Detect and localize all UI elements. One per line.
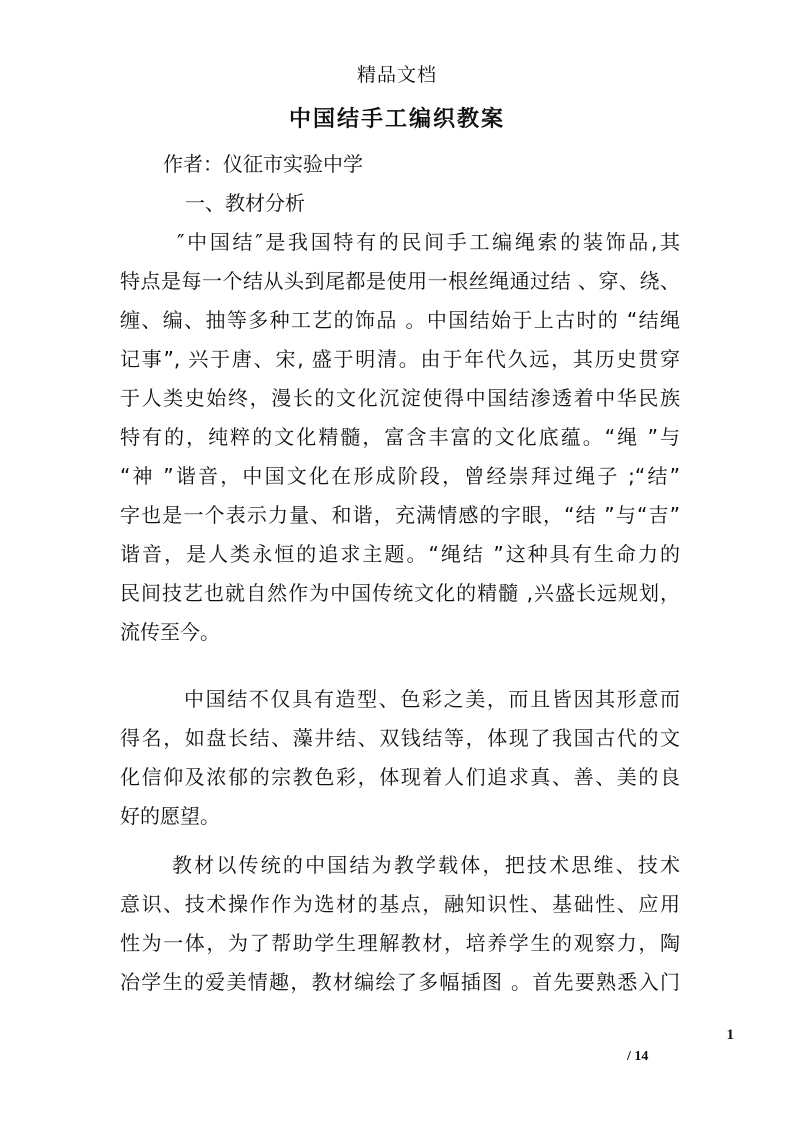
text-line: 字也是一个表示力量、和谐，充满情感的字眼，“结 ”与“吉” [120, 503, 680, 527]
text-line: 民间技艺也就自然作为中国传统文化的精髓 ,兴盛长远规划， [120, 581, 680, 605]
text-line: 特有的，纯粹的文化精髓，富含丰富的文化底蕴。“绳 ”与 [120, 425, 680, 449]
text-line: 教材以传统的中国结为教学载体，把技术思维、技术 [172, 853, 680, 877]
text-line: 性为一体，为了帮助学生理解教材，培养学生的观察力，陶 [120, 931, 680, 955]
text-line: 得名，如盘长结、藻井结、双钱结等，体现了我国古代的文 [120, 726, 680, 750]
section-heading: 一、教材分析 [185, 191, 305, 215]
paragraph-3 [120, 853, 680, 1009]
text-line: 流传至今。 [120, 620, 220, 644]
text-line: 于人类史始终，漫长的文化沉淀使得中国结渗透着中华民族 [120, 386, 680, 410]
page-total: / 14 [627, 1049, 649, 1064]
text-line: 中国结不仅具有造型、色彩之美，而且皆因其形意而 [184, 687, 680, 711]
author-line: 作者：仪征市实验中学 [163, 152, 363, 176]
text-line: ″中国结″是我国特有的民间手工编绳索的装饰品,其 [177, 230, 680, 254]
text-line: 缠、编、抽等多种工艺的饰品 。中国结始于上古时的 “结绳 [120, 308, 680, 332]
text-line: 化信仰及浓郁的宗教色彩，体现着人们追求真、善、美的良 [120, 765, 680, 789]
paragraph-1 [120, 230, 680, 659]
paragraph-2 [120, 687, 680, 843]
text-line: 记事”, 兴于唐、宋, 盛于明清。由于年代久远，其历史贯穿 [120, 347, 680, 371]
document-title: 中国结手工编织教案 [288, 106, 505, 132]
text-line: “神 ”谐音，中国文化在形成阶段，曾经崇拜过绳子 ;“结” [120, 464, 680, 488]
page-number: 1 [726, 1027, 734, 1043]
page-header: 精品文档 [356, 64, 437, 86]
text-line: 意识、技术操作作为选材的基点，融知识性、基础性、应用 [120, 892, 680, 916]
text-line: 冶学生的爱美情趣，教材编绘了多幅插图 。首先要熟悉入门 [120, 970, 680, 994]
text-line: 特点是每一个结从头到尾都是使用一根丝绳通过结 、穿、绕、 [120, 269, 680, 293]
text-line: 好的愿望。 [120, 804, 220, 828]
text-line: 谐音，是人类永恒的追求主题。“绳结 ”这种具有生命力的 [120, 542, 680, 566]
